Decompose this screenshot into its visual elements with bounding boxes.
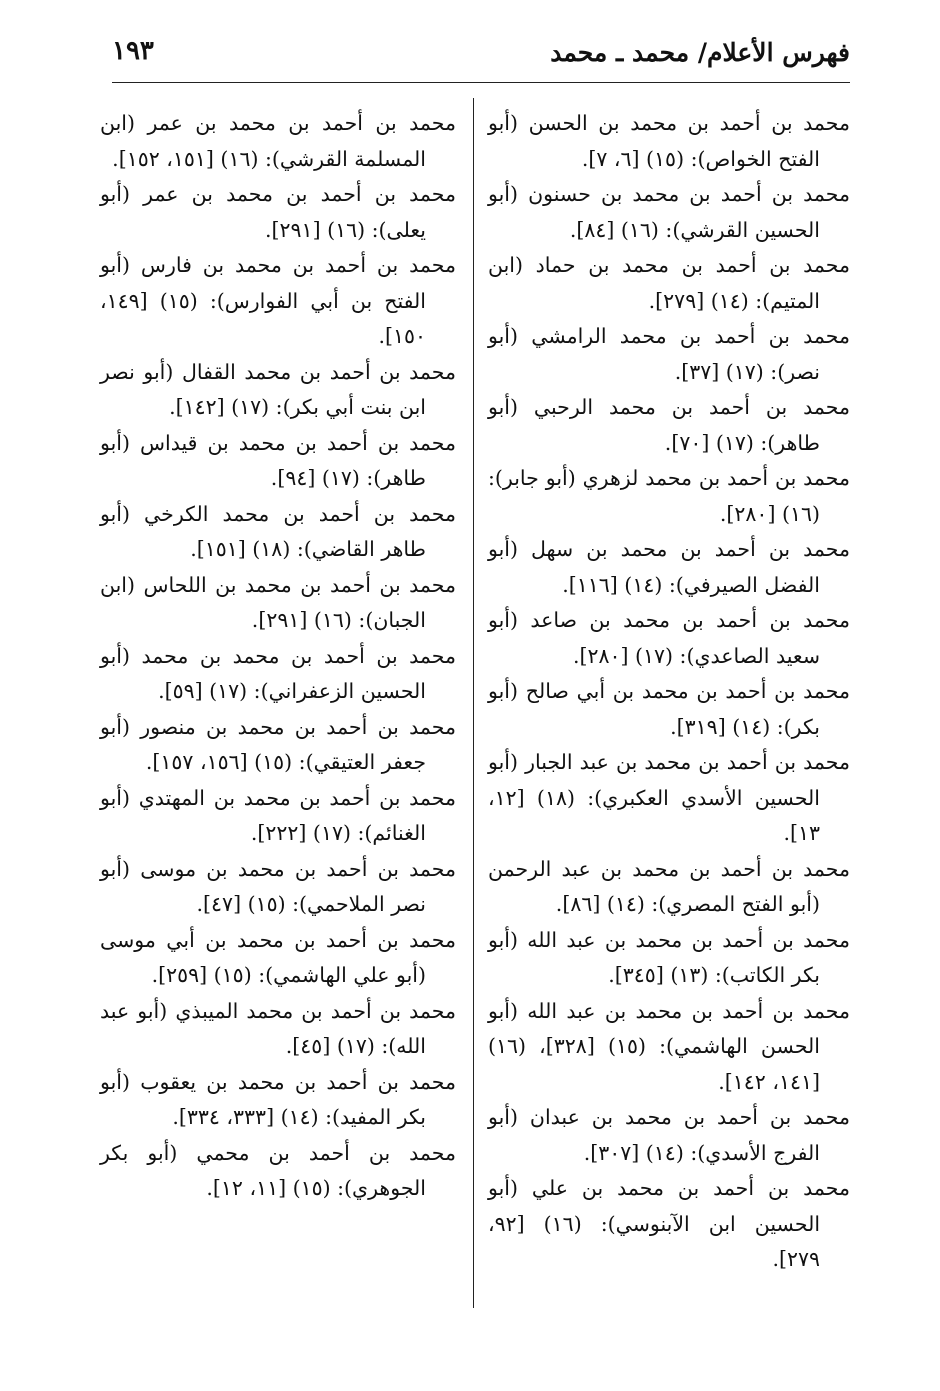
index-entry: محمد بن أحمد بن محمد بن عبدان (أبو الفرج الأسدي): (١٤) [٣٠٧]. — [488, 1105, 850, 1165]
index-entry: محمد بن أحمد بن محمد بن حماد (ابن المتيم): (١٤) [٢٧٩]. — [488, 253, 850, 313]
page-number: ١٩٣ — [112, 36, 154, 66]
index-entry: محمد بن أحمد بن محمد بن يعقوب (أبو بكر المفيد): (١٤) [٣٣٣، ٣٣٤]. — [100, 1069, 456, 1129]
index-entry: محمد بن أحمد بن محمد الرحبي (أبو طاهر): (١٧) [٧٠]. — [488, 395, 850, 455]
index-entry: محمد بن أحمد بن محمد بن المهتدي (أبو الغنائم): (١٧) [٢٢٢]. — [100, 785, 456, 845]
running-title: فهرس الأعلام/ محمد ـ محمد — [550, 38, 850, 67]
index-entry: محمد بن أحمد بن محمد بن الحسن (أبو الفتح الخواص): (١٥) [٦، ٧]. — [488, 111, 850, 171]
column-divider — [473, 98, 474, 1308]
index-entry: محمد بن أحمد بن محمد بن عمر (ابن المسلمة القرشي): (١٦) [١٥١، ١٥٢]. — [100, 111, 456, 171]
index-entry: محمد بن أحمد بن محمد بن فارس (أبو الفتح بن أبي الفوارس): (١٥) [١٤٩، ١٥٠]. — [100, 253, 456, 348]
index-entry: محمد بن أحمد بن محمي (أبو بكر الجوهري): (١٥) [١١، ١٢]. — [100, 1140, 456, 1200]
index-entry: محمد بن أحمد بن محمد بن موسى (أبو نصر الملاحمي): (١٥) [٤٧]. — [100, 856, 456, 916]
index-entry: محمد بن أحمد بن محمد بن اللحاس (ابن الجبان): (١٦) [٢٩١]. — [100, 572, 456, 632]
index-entry: محمد بن أحمد بن محمد بن عبد الله (أبو بكر الكاتب): (١٣) [٣٤٥]. — [488, 927, 850, 987]
index-entry: محمد بن أحمد بن محمد القفال (أبو نصر ابن بنت أبي بكر): (١٧) [١٤٢]. — [100, 359, 456, 419]
index-entry: محمد بن أحمد بن محمد بن عبد الجبار (أبو الحسين الأسدي العكبري): (١٨) [١٢، ١٣]. — [488, 750, 850, 845]
index-entry: محمد بن أحمد بن محمد الرامشي (أبو نصر): (١٧) [٣٧]. — [488, 324, 850, 384]
index-entry: محمد بن أحمد بن محمد بن أبي موسى (أبو علي الهاشمي): (١٥) [٢٥٩]. — [100, 927, 456, 987]
index-entry: محمد بن أحمد بن محمد لزهري (أبو جابر): (١٦) [٢٨٠]. — [488, 466, 850, 526]
index-column-right — [488, 106, 850, 1278]
index-entry: محمد بن أحمد بن محمد بن عبد الله (أبو الحسن الهاشمي): (١٥) [٣٢٨]، (١٦) [١٤١، ١٤٢]. — [488, 998, 850, 1094]
index-entry: محمد بن أحمد بن محمد الميبذي (أبو عبد الله): (١٧) [٤٥]. — [100, 998, 456, 1058]
index-entry: محمد بن أحمد بن محمد بن علي (أبو الحسين ابن الآبنوسي): (١٦) [٩٢، ٢٧٩]. — [488, 1176, 850, 1271]
index-entry: محمد بن أحمد بن محمد بن قيداس (أبو طاهر): (١٧) [٩٤]. — [100, 430, 456, 490]
index-entry: محمد بن أحمد بن محمد بن حسنون (أبو الحسين القرشي): (١٦) [٨٤]. — [488, 182, 850, 242]
page-header — [112, 34, 850, 83]
index-column-left — [100, 106, 456, 1207]
index-entry: محمد بن أحمد بن محمد بن عبد الرحمن (أبو الفتح المصري): (١٤) [٨٦]. — [488, 856, 850, 916]
index-entry: محمد بن أحمد بن محمد بن محمد (أبو الحسين الزعفراني): (١٧) [٥٩]. — [100, 643, 456, 703]
index-entry: محمد بن أحمد بن محمد بن أبي صالح (أبو بكر): (١٤) [٣١٩]. — [488, 679, 850, 739]
index-entry: محمد بن أحمد بن محمد بن سهل (أبو الفضل الصيرفي): (١٤) [١١٦]. — [488, 537, 850, 597]
index-entry: محمد بن أحمد بن محمد بن منصور (أبو جعفر العتيقي): (١٥) [١٥٦، ١٥٧]. — [100, 714, 456, 774]
index-entry: محمد بن أحمد بن محمد بن صاعد (أبو سعيد الصاعدي): (١٧) [٢٨٠]. — [488, 608, 850, 668]
index-entry: محمد بن أحمد بن محمد الكرخي (أبو طاهر القاضي): (١٨) [١٥١]. — [100, 501, 456, 561]
index-entry: محمد بن أحمد بن محمد بن عمر (أبو يعلى): (١٦) [٢٩١]. — [100, 182, 456, 242]
